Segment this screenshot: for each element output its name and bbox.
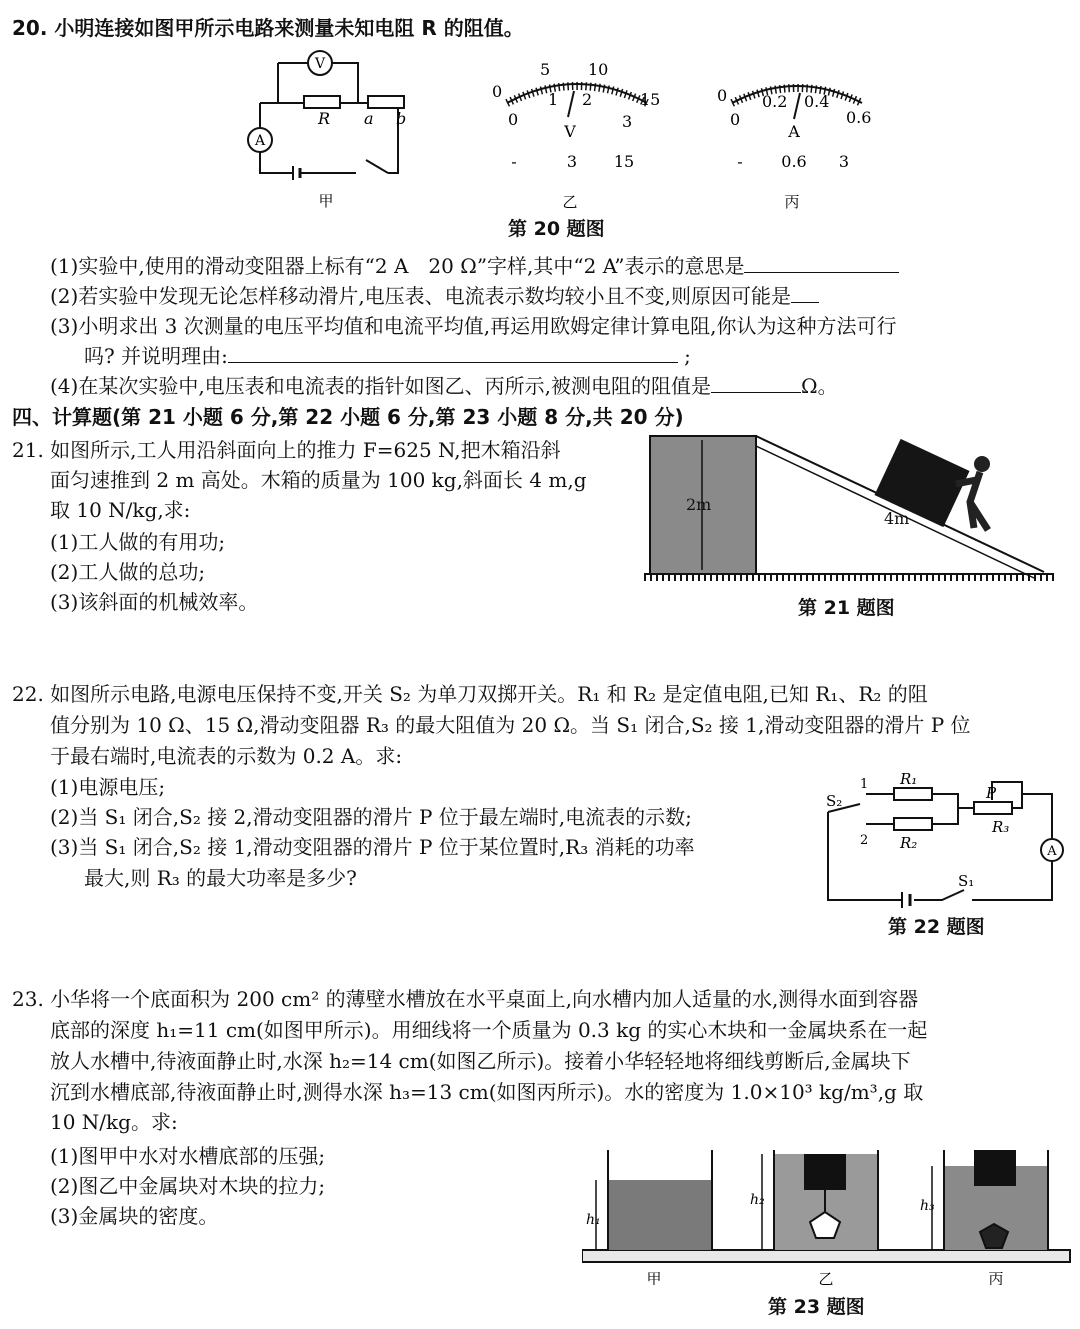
svg-text:3: 3 <box>838 152 850 171</box>
tank-yi <box>750 1150 878 1285</box>
svg-text:0.6: 0.6 <box>846 108 872 127</box>
svg-text:2m: 2m <box>686 495 712 514</box>
svg-text:h₂: h₂ <box>750 1192 765 1208</box>
svg-text:A: A <box>1047 844 1057 859</box>
svg-text:P: P <box>986 784 997 802</box>
svg-text:4m: 4m <box>884 509 910 528</box>
voltmeter-needle <box>568 91 574 117</box>
q20-fig-caption: 第 20 题图 <box>508 218 605 240</box>
q22-line-3: 于最右端时,电流表的示数为 0.2 A。求: <box>50 744 403 768</box>
q22-item-1: (1)电源电压; <box>50 775 166 799</box>
answer-blank[interactable] <box>228 342 678 363</box>
q23-fig-caption: 第 23 题图 <box>768 1296 865 1318</box>
svg-text:乙: 乙 <box>818 1270 834 1285</box>
q21-line-1: 21. 如图所示,工人用沿斜面向上的推力 F=625 N,把木箱沿斜 <box>12 438 561 462</box>
svg-text:甲: 甲 <box>646 1270 662 1285</box>
q23-line-3: 放人水槽中,待液面静止时,水深 h₂=14 cm(如图乙所示)。接着小华轻轻地将细线剪断后,金属块下 <box>50 1049 911 1073</box>
svg-text:3: 3 <box>566 152 578 171</box>
q22-fig-caption: 第 22 题图 <box>888 916 985 938</box>
wood-block <box>974 1150 1016 1186</box>
q23-line-5: 10 N/kg。求: <box>50 1110 178 1134</box>
svg-text:A: A <box>254 133 266 149</box>
q21-item-2: (2)工人做的总功; <box>50 560 206 584</box>
svg-text:乙: 乙 <box>562 193 578 211</box>
svg-text:甲: 甲 <box>318 192 334 210</box>
svg-text:A: A <box>788 122 800 141</box>
svg-text:1: 1 <box>860 777 869 792</box>
section-heading: 四、计算题(第 21 小题 6 分,第 22 小题 6 分,第 23 小题 8 分,共 20 分) <box>12 405 684 429</box>
q23-line-4: 沉到水槽底部,待液面静止时,测得水深 h₃=13 cm(如图丙所示)。水的密度为 1.0×10³ kg/m³,g 取 <box>50 1080 924 1104</box>
svg-text:15: 15 <box>613 152 635 171</box>
svg-text:0: 0 <box>730 110 741 129</box>
svg-text:丙: 丙 <box>988 1270 1004 1285</box>
ammeter-dial <box>712 65 882 215</box>
worker-icon <box>974 456 990 472</box>
q20-item-3: (3)小明求出 3 次测量的电压平均值和电流平均值,再运用欧姆定律计算电阻,你认为这种方法可行 <box>50 314 897 338</box>
svg-text:h₃: h₃ <box>920 1198 935 1214</box>
svg-text:R₂: R₂ <box>900 834 918 852</box>
svg-text:b: b <box>396 109 407 128</box>
svg-text:V: V <box>564 122 576 141</box>
svg-text:R: R <box>318 109 331 128</box>
voltmeter-dial <box>482 55 672 215</box>
q20-title: 20. 小明连接如图甲所示电路来测量未知电阻 R 的阻值。 <box>12 16 524 40</box>
svg-text:R₁: R₁ <box>900 772 918 788</box>
svg-text:a: a <box>364 109 374 128</box>
svg-text:S₁: S₁ <box>958 872 975 890</box>
q23-item-3: (3)金属块的密度。 <box>50 1204 219 1228</box>
svg-text:2: 2 <box>860 833 869 848</box>
q21-item-1: (1)工人做的有用功; <box>50 530 226 554</box>
wood-block <box>804 1154 846 1190</box>
svg-text:0.6: 0.6 <box>781 152 807 171</box>
svg-text:10: 10 <box>588 60 609 79</box>
ammeter-needle <box>794 93 800 119</box>
q23-tanks-figure <box>582 1140 1072 1285</box>
answer-blank[interactable] <box>791 282 819 303</box>
svg-text:1: 1 <box>548 90 559 109</box>
incline-figure <box>644 432 1064 592</box>
q21-line-2: 面匀速推到 2 m 高处。木箱的质量为 100 kg,斜面长 4 m,g <box>50 468 587 492</box>
q23-line-1: 23. 小华将一个底面积为 200 cm² 的薄壁水槽放在水平桌面上,向水槽内加人适量的水,测得水面到容器 <box>12 987 919 1011</box>
q20-item-1: (1)实验中,使用的滑动变阻器上标有“2 A 20 Ω”字样,其中“2 A”表示的意思是 <box>50 252 899 280</box>
svg-text:2: 2 <box>582 90 593 109</box>
q22-line-2: 值分别为 10 Ω、15 Ω,滑动变阻器 R₃ 的最大阻值为 20 Ω。当 S₁ 闭合,S₂ 接 1,滑动变阻器的滑片 P 位 <box>50 713 971 737</box>
svg-text:0: 0 <box>492 82 503 101</box>
q20-item-2: (2)若实验中发现无论怎样移动滑片,电压表、电流表示数均较小且不变,则原因可能是 <box>50 282 819 310</box>
tank-bing <box>920 1150 1048 1285</box>
q22-circuit-figure <box>822 772 1072 912</box>
q22-item-3: (3)当 S₁ 闭合,S₂ 接 1,滑动变阻器的滑片 P 位于某位置时,R₃ 消耗的功率 <box>50 835 695 859</box>
q23-item-2: (2)图乙中金属块对木块的拉力; <box>50 1174 326 1198</box>
q23-line-2: 底部的深度 h₁=11 cm(如图甲所示)。用细线将一个质量为 0.3 kg 的实心木块和一金属块系在一起 <box>50 1018 928 1042</box>
q23-item-1: (1)图甲中水对水槽底部的压强; <box>50 1144 326 1168</box>
svg-text:5: 5 <box>540 60 551 79</box>
q20-item-4: (4)在某次实验中,电压表和电流表的指针如图乙、丙所示,被测电阻的阻值是 Ω。 <box>50 374 838 398</box>
answer-blank[interactable] <box>744 252 899 273</box>
q21-line-3: 取 10 N/kg,求: <box>50 498 191 522</box>
svg-text:-: - <box>737 152 743 171</box>
svg-text:3: 3 <box>622 112 633 131</box>
svg-text:R₃: R₃ <box>992 818 1010 836</box>
svg-text:S₂: S₂ <box>826 792 843 810</box>
q20-item-3b: 吗? 并说明理由: ; <box>84 344 691 368</box>
svg-text:-: - <box>511 152 517 171</box>
svg-text:h₁: h₁ <box>586 1212 601 1228</box>
svg-text:0.2: 0.2 <box>762 92 788 111</box>
svg-text:丙: 丙 <box>784 193 800 211</box>
svg-text:0: 0 <box>717 86 728 105</box>
q22-line-1: 22. 如图所示电路,电源电压保持不变,开关 S₂ 为单刀双掷开关。R₁ 和 R₂ 是定值电阻,已知 R₁、R₂ 的阻 <box>12 682 928 706</box>
svg-text:15: 15 <box>640 90 661 109</box>
svg-text:V: V <box>314 56 326 72</box>
svg-text:0: 0 <box>508 110 519 129</box>
q22-item-3b: 最大,则 R₃ 的最大功率是多少? <box>84 866 357 890</box>
answer-blank[interactable] <box>711 372 801 393</box>
q21-item-3: (3)该斜面的机械效率。 <box>50 590 259 614</box>
q22-item-2: (2)当 S₁ 闭合,S₂ 接 2,滑动变阻器的滑片 P 位于最左端时,电流表的示数; <box>50 805 692 829</box>
tank-jia <box>586 1150 712 1285</box>
q20-circuit-figure <box>238 48 428 213</box>
svg-text:0.4: 0.4 <box>804 92 830 111</box>
q21-fig-caption: 第 21 题图 <box>798 597 895 619</box>
